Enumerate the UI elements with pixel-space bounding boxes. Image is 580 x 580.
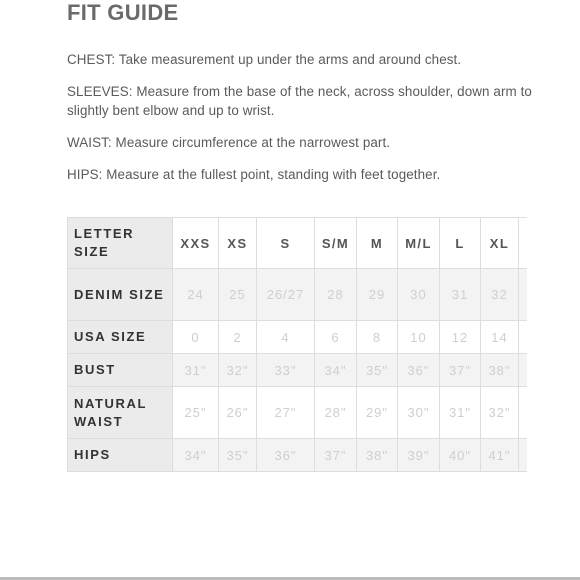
size-chart-table-wrapper [67, 217, 527, 473]
table-cell: 10 [398, 321, 440, 354]
table-cell: 35" [219, 439, 257, 472]
table-cell: 32" [481, 387, 519, 439]
table-cell: 37" [440, 354, 481, 387]
table-cell: S [257, 218, 315, 269]
table-cell: XL [481, 218, 519, 269]
table-cell: 38" [357, 439, 398, 472]
table-cell: 26/27 [257, 269, 315, 321]
table-cell: 32" [219, 354, 257, 387]
hips-instruction: HIPS: Measure at the fullest point, standing with feet together. [67, 167, 441, 182]
table-cell-clipped [519, 218, 528, 269]
table-cell: 14 [481, 321, 519, 354]
table-cell: 24 [173, 269, 219, 321]
table-cell: 31 [440, 269, 481, 321]
table-cell: S/M [315, 218, 357, 269]
table-cell-clipped [519, 321, 528, 354]
row-header: NATURAL WAIST [68, 387, 173, 439]
table-cell: 35" [357, 354, 398, 387]
table-cell: 36" [398, 354, 440, 387]
table-cell: 25 [219, 269, 257, 321]
row-header: HIPS [68, 439, 173, 472]
row-header: USA SIZE [68, 321, 173, 354]
table-cell: 31" [173, 354, 219, 387]
table-row-denim-size [68, 269, 528, 321]
table-cell: 4 [257, 321, 315, 354]
table-cell: 6 [315, 321, 357, 354]
table-row-letter-size [68, 218, 528, 269]
table-cell: 37" [315, 439, 357, 472]
table-cell: 26" [219, 387, 257, 439]
table-cell: 2 [219, 321, 257, 354]
table-cell: M/L [398, 218, 440, 269]
row-header: BUST [68, 354, 173, 387]
table-cell: 31" [440, 387, 481, 439]
page-title: FIT GUIDE [67, 0, 179, 25]
table-cell-clipped [519, 387, 528, 439]
table-cell: XS [219, 218, 257, 269]
table-row-hips [68, 439, 528, 472]
table-cell: 40" [440, 439, 481, 472]
table-cell-clipped [519, 354, 528, 387]
table-cell: 28" [315, 387, 357, 439]
table-row-bust [68, 354, 528, 387]
table-cell: 32 [481, 269, 519, 321]
table-cell: 29 [357, 269, 398, 321]
table-cell: 38" [481, 354, 519, 387]
waist-instruction: WAIST: Measure circumference at the narrowest part. [67, 135, 391, 150]
table-cell: 0 [173, 321, 219, 354]
table-cell: 41" [481, 439, 519, 472]
table-cell: 34" [173, 439, 219, 472]
table-cell: M [357, 218, 398, 269]
table-cell-clipped [519, 269, 528, 321]
table-cell: 29" [357, 387, 398, 439]
table-cell: 12 [440, 321, 481, 354]
table-cell: 39" [398, 439, 440, 472]
table-cell: L [440, 218, 481, 269]
table-cell: 27" [257, 387, 315, 439]
table-cell: 36" [257, 439, 315, 472]
table-cell: 30 [398, 269, 440, 321]
table-cell: XXS [173, 218, 219, 269]
size-chart-table [67, 217, 527, 472]
table-row-usa-size [68, 321, 528, 354]
chest-instruction: CHEST: Take measurement up under the arms and around chest. [67, 52, 462, 67]
table-cell: 34" [315, 354, 357, 387]
table-row-natural-waist [68, 387, 528, 439]
row-header: DENIM SIZE [68, 269, 173, 321]
table-cell: 30" [398, 387, 440, 439]
table-cell: 25" [173, 387, 219, 439]
table-cell: 28 [315, 269, 357, 321]
table-cell-clipped [519, 439, 528, 472]
table-cell: 8 [357, 321, 398, 354]
row-header: LETTER SIZE [68, 218, 173, 269]
sleeves-instruction: SLEEVES: Measure from the base of the neck, across shoulder, down arm to slightly bent elbow and up to wrist. [67, 84, 532, 118]
table-cell: 33" [257, 354, 315, 387]
